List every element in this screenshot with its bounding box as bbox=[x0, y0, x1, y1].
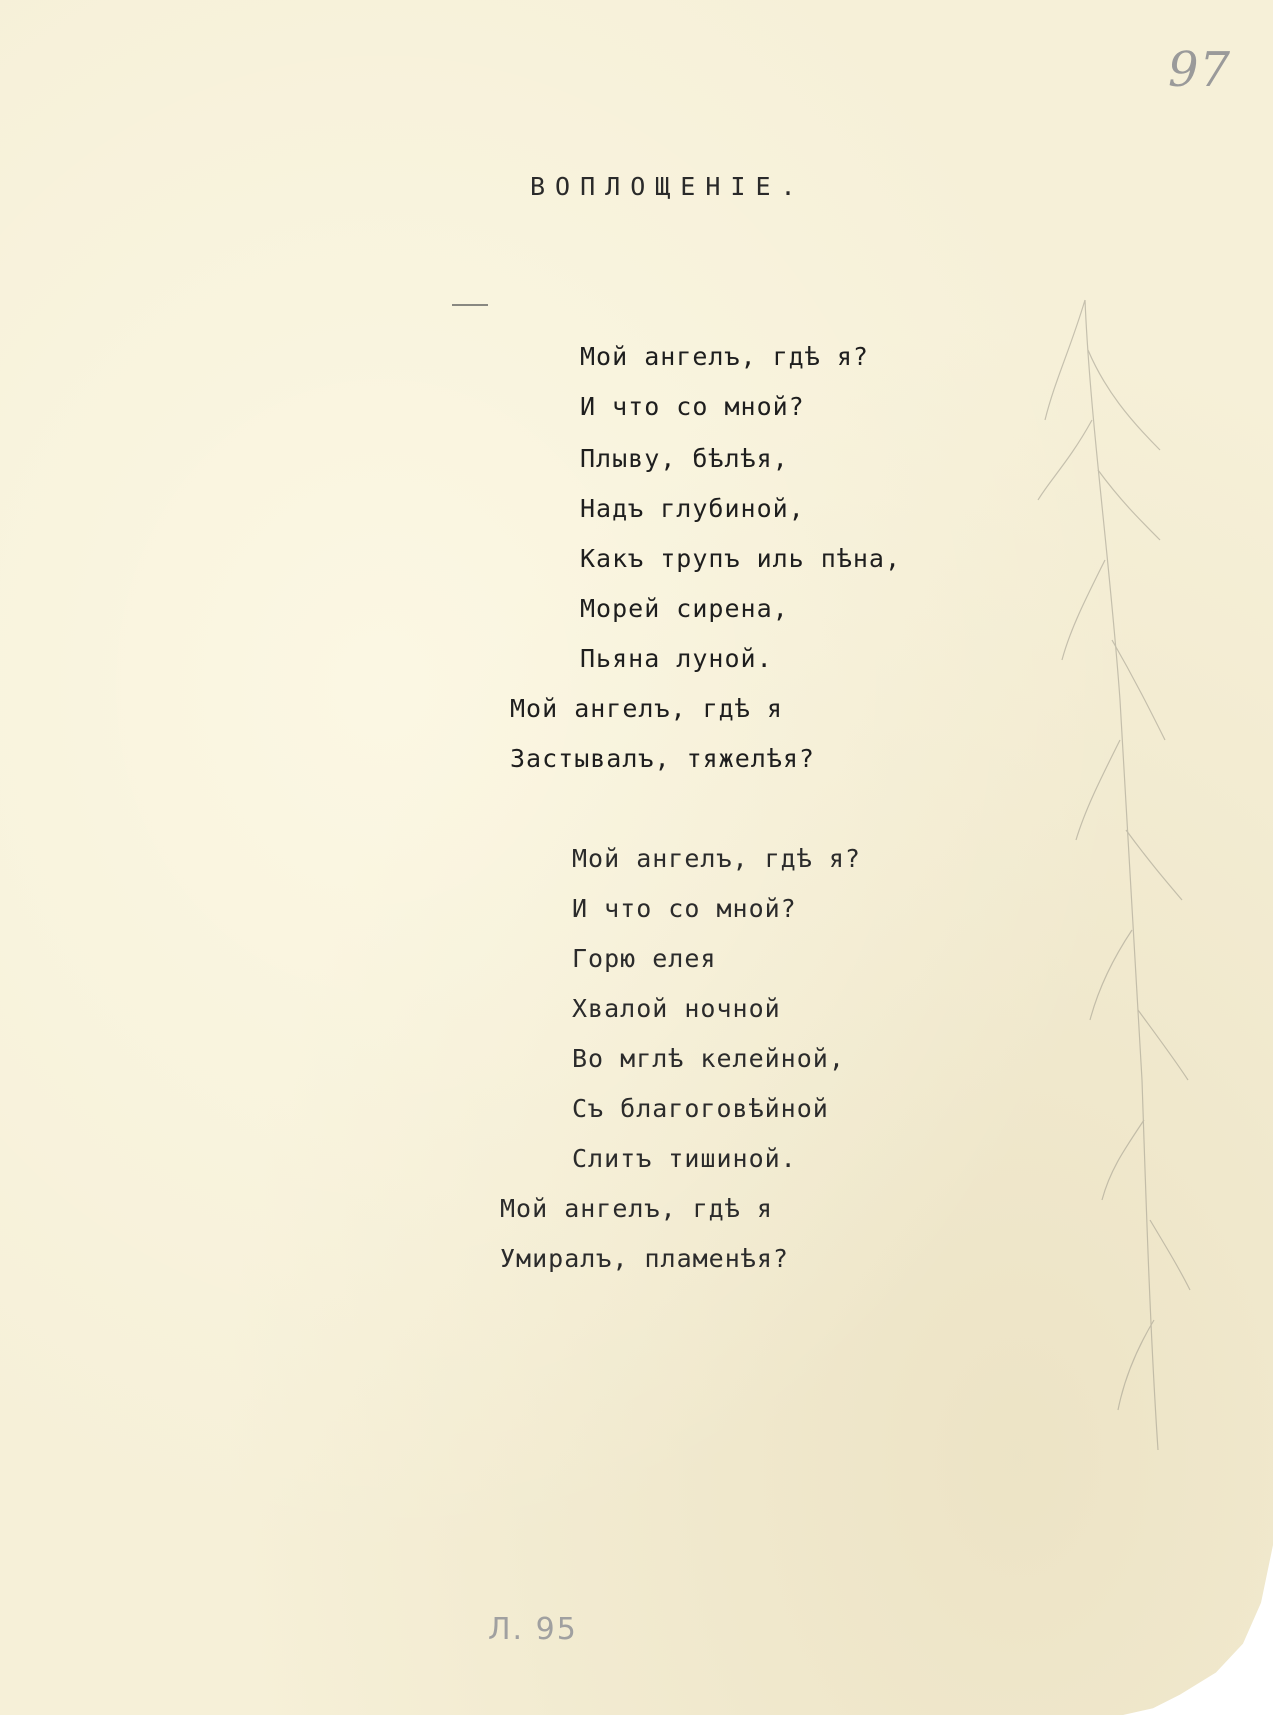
poem-line: Морей сирена, bbox=[580, 594, 789, 623]
poem-line: Застывалъ, тяжелѣя? bbox=[510, 744, 815, 773]
poem-line: Горю елея bbox=[572, 944, 717, 973]
poem-line: Пьяна луной. bbox=[580, 644, 773, 673]
poem-line: Хвалой ночной bbox=[572, 994, 781, 1023]
poem-title: ВОПЛОЩЕНIЕ. bbox=[530, 172, 806, 201]
dash-mark bbox=[452, 304, 488, 306]
page-number: 97 bbox=[1168, 42, 1232, 98]
poem-line: Умиралъ, пламенѣя? bbox=[500, 1244, 789, 1273]
poem-line: Мой ангелъ, гдѣ я? bbox=[580, 342, 869, 371]
poem-line: Съ благоговѣйной bbox=[572, 1094, 829, 1123]
poem-line: Слитъ тишиной. bbox=[572, 1144, 797, 1173]
poem-line: Мой ангелъ, гдѣ я? bbox=[572, 844, 861, 873]
poem-line: Плыву, бѣлѣя, bbox=[580, 444, 789, 473]
poem-line: Во мглѣ келейной, bbox=[572, 1044, 845, 1073]
poem-line: И что со мной? bbox=[572, 894, 797, 923]
poem-line: Мой ангелъ, гдѣ я bbox=[510, 694, 783, 723]
poem-line: Какъ трупъ иль пѣна, bbox=[580, 544, 902, 573]
archive-sheet-mark: Л. 95 bbox=[488, 1612, 578, 1647]
poem-line: Надъ глубиной, bbox=[580, 494, 805, 523]
poem-line: И что со мной? bbox=[580, 392, 805, 421]
poem-line: Мой ангелъ, гдѣ я bbox=[500, 1194, 773, 1223]
